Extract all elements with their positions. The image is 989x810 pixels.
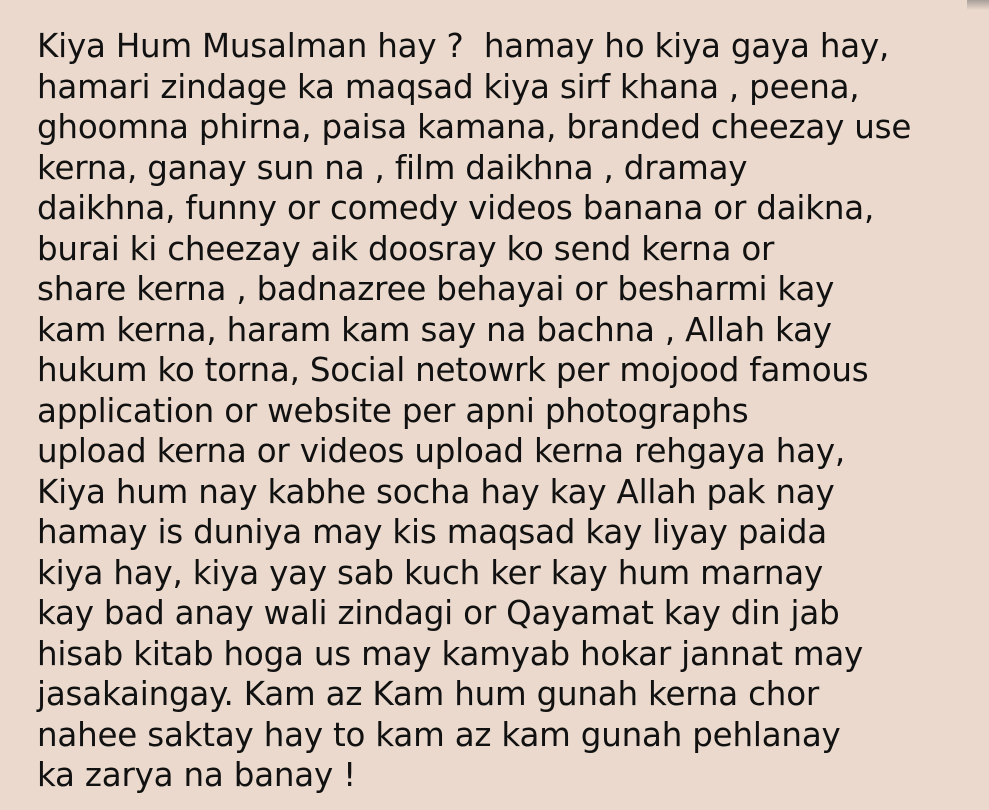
text-line-1: Kiya Hum Musalman hay ? hamay ho kiya gaya hay, xyxy=(37,27,890,65)
text-line-9: hukum ko torna, Social netowrk per mojood famous xyxy=(37,351,869,389)
text-line-13: hamay is duniya may kis maqsad kay liyay paida xyxy=(37,513,827,551)
text-line-4: kerna, ganay sun na , film daikhna , dramay xyxy=(37,148,748,187)
text-line-11: upload kerna or videos upload kerna rehgaya hay, xyxy=(37,432,845,470)
text-line-17: jasakaingay. Kam az Kam hum gunah kerna chor xyxy=(37,675,820,713)
text-line-2: hamari zindage ka maqsad kiya sirf khana , peena, xyxy=(37,67,860,106)
text-line-14: kiya hay, kiya yay sab kuch ker kay hum marnay xyxy=(37,553,823,592)
text-line-5: daikhna, funny or comedy videos banana or daikna, xyxy=(37,189,875,227)
text-line-15: kay bad anay wali zindagi or Qayamat kay din jab xyxy=(37,594,840,632)
text-line-12: Kiya hum nay kabhe socha hay kay Allah pak nay xyxy=(37,472,835,511)
text-line-7: share kerna , badnazree behayai or besharmi kay xyxy=(37,270,835,308)
text-line-19: ka zarya na banay ! xyxy=(37,756,357,794)
text-line-10: application or website per apni photographs xyxy=(37,391,749,430)
text-line-18: nahee saktay hay to kam az kam gunah pehlanay xyxy=(37,715,841,754)
text-line-3: ghoomna phirna, paisa kamana, branded cheezay use xyxy=(37,108,912,146)
corner-shadow xyxy=(967,0,989,10)
text-line-6: burai ki cheezay aik doosray ko send kerna or xyxy=(37,229,775,268)
text-paragraph xyxy=(37,26,977,796)
text-line-8: kam kerna, haram kam say na bachna , Allah kay xyxy=(37,310,832,349)
text-line-16: hisab kitab hoga us may kamyab hokar jannat may xyxy=(37,634,864,673)
